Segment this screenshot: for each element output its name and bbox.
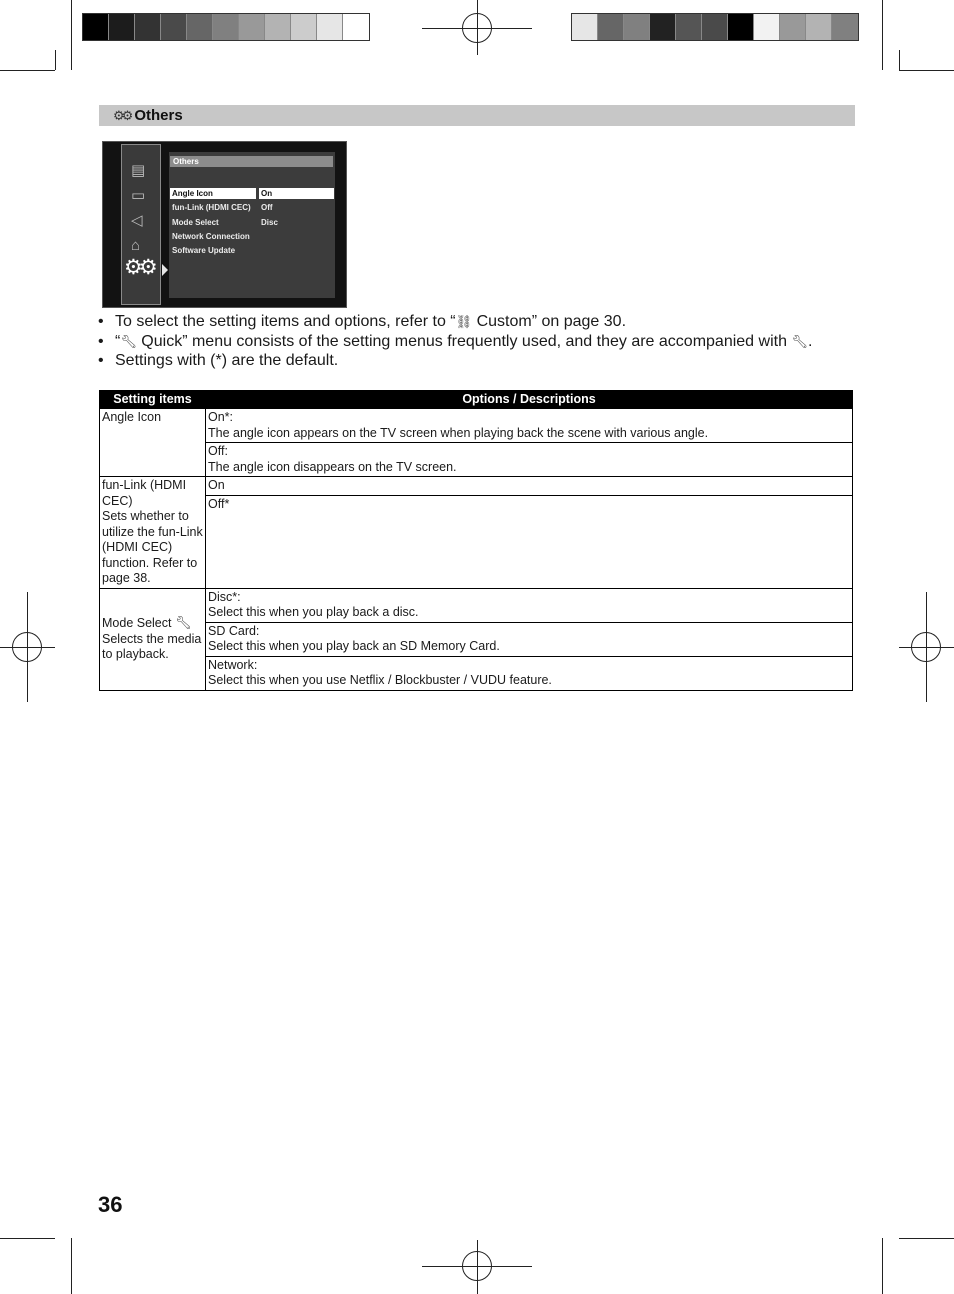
osd-value-angle-icon: On xyxy=(259,188,334,199)
registration-line-bottom-v xyxy=(477,1240,478,1294)
item-name: Mode Select xyxy=(102,616,172,631)
option-head: SD Card: xyxy=(208,623,260,638)
option-cell xyxy=(206,622,853,656)
grayscale-swatch-bar-right xyxy=(571,13,859,41)
osd-screen xyxy=(102,141,347,308)
option-head: On xyxy=(208,478,225,492)
crop-mark-bottom-left-v xyxy=(71,1238,72,1294)
header-options-descriptions: Options / Descriptions xyxy=(206,391,853,409)
osd-item-fun-link: fun-Link (HDMI CEC) xyxy=(172,203,251,212)
custom-menu-icon: ⛓ xyxy=(455,314,473,329)
bullet-text: To select the setting items and options, refer to “ xyxy=(115,313,456,330)
option-desc: The angle icon disappears on the TV screen. xyxy=(208,459,457,474)
lock-menu-icon: ⌂ xyxy=(131,237,141,254)
osd-item-network-connection: Network Connection xyxy=(172,232,250,241)
option-head: Off: xyxy=(208,444,228,458)
item-name: Angle Icon xyxy=(102,410,162,424)
bullet-item: • To select the setting items and options, refer to “⛓ Custom” on page 30. xyxy=(98,313,627,330)
osd-item-mode-select: Mode Select xyxy=(172,218,219,227)
crop-mark-top-left-h xyxy=(0,70,55,71)
section-title: Others xyxy=(134,107,183,124)
option-cell xyxy=(206,495,853,588)
osd-value-mode-select: Disc xyxy=(261,218,278,227)
settings-table xyxy=(99,390,853,691)
item-name: fun-Link (HDMI CEC) xyxy=(102,478,187,508)
crop-mark-bottom-right-v xyxy=(882,1238,883,1294)
registration-line-right-v xyxy=(926,592,927,702)
crop-mark-top-right-v2 xyxy=(899,50,900,70)
option-cell xyxy=(206,409,853,443)
crop-mark-bottom-left-h xyxy=(0,1238,55,1239)
gears-icon: ⚙⚙ xyxy=(113,107,131,123)
crop-mark-top-left-v2 xyxy=(55,50,56,70)
bullet-text: . xyxy=(807,332,813,350)
bullet-item: • Settings with (*) are the default. xyxy=(98,352,339,369)
picture-menu-icon: ▤ xyxy=(131,162,146,179)
table-row xyxy=(100,588,853,622)
bullet-text: Quick” menu consists of the setting menus frequently used, and they are accompanied with xyxy=(136,332,792,350)
crop-mark-top-right-v xyxy=(882,0,883,70)
registration-line-left-v xyxy=(27,592,28,702)
osd-item-software-update: Software Update xyxy=(172,246,236,255)
section-header xyxy=(99,105,855,126)
item-mode-select xyxy=(100,588,206,690)
table-row xyxy=(100,477,853,496)
registration-line-top-v xyxy=(477,0,478,55)
page-number: 36 xyxy=(98,1192,123,1217)
table-row xyxy=(100,622,853,656)
option-cell xyxy=(206,477,853,496)
table-header-row xyxy=(100,391,853,409)
option-desc: Select this when you play back an SD Memory Card. xyxy=(208,639,500,653)
option-desc: The angle icon appears on the TV screen when playing back the scene with various angle. xyxy=(208,425,709,440)
table-row xyxy=(100,409,853,443)
crop-mark-bottom-right-h xyxy=(899,1238,954,1239)
osd-value-fun-link: Off xyxy=(261,203,273,212)
item-desc: Sets whether to utilize the fun-Link (HDMI CEC) function. Refer to page 38. xyxy=(102,509,203,585)
bullet-list xyxy=(98,312,858,371)
osd-pointer-arrow xyxy=(162,264,168,276)
bullet-text: “ xyxy=(115,332,121,350)
option-desc: Select this when you use Netflix / Blockbuster / VUDU feature. xyxy=(208,673,552,687)
option-head: Network: xyxy=(208,657,258,672)
option-cell xyxy=(206,443,853,477)
wrench-icon: 🔧︎ xyxy=(174,615,192,631)
crop-mark-top-right-h xyxy=(899,70,954,71)
others-gears-icon: ⚙⚙ xyxy=(124,256,154,279)
option-head: Disc*: xyxy=(208,589,241,604)
option-desc: Select this when you play back a disc. xyxy=(208,605,419,619)
osd-menu-sidebar xyxy=(121,144,161,305)
table-row xyxy=(100,495,853,588)
osd-panel xyxy=(169,152,335,298)
osd-item-angle-icon: Angle Icon xyxy=(170,188,256,199)
display-menu-icon: ▭ xyxy=(131,187,146,204)
bullet-text: Custom” on page 30. xyxy=(472,313,627,330)
osd-title: Others xyxy=(170,156,333,167)
wrench-icon: 🔧︎ xyxy=(791,333,808,349)
option-head: Off* xyxy=(208,496,230,511)
table-row xyxy=(100,443,853,477)
bullet-text: Settings with (*) are the default. xyxy=(115,352,339,369)
wrench-icon: 🔧︎ xyxy=(120,333,137,349)
item-angle-icon xyxy=(100,409,206,477)
table-row xyxy=(100,656,853,690)
grayscale-swatch-bar-left xyxy=(82,13,370,41)
audio-menu-icon: ◁ xyxy=(131,212,143,229)
option-head: On*: xyxy=(208,410,234,424)
header-setting-items: Setting items xyxy=(100,391,206,409)
option-cell xyxy=(206,588,853,622)
crop-mark-top-left-v xyxy=(71,0,72,70)
bullet-item: • “🔧︎ Quick” menu consists of the setting menus frequently used, and they are accompanied with 🔧︎. xyxy=(98,332,813,350)
option-cell xyxy=(206,656,853,690)
item-desc: Selects the media to playback. xyxy=(102,631,202,662)
item-fun-link xyxy=(100,477,206,589)
